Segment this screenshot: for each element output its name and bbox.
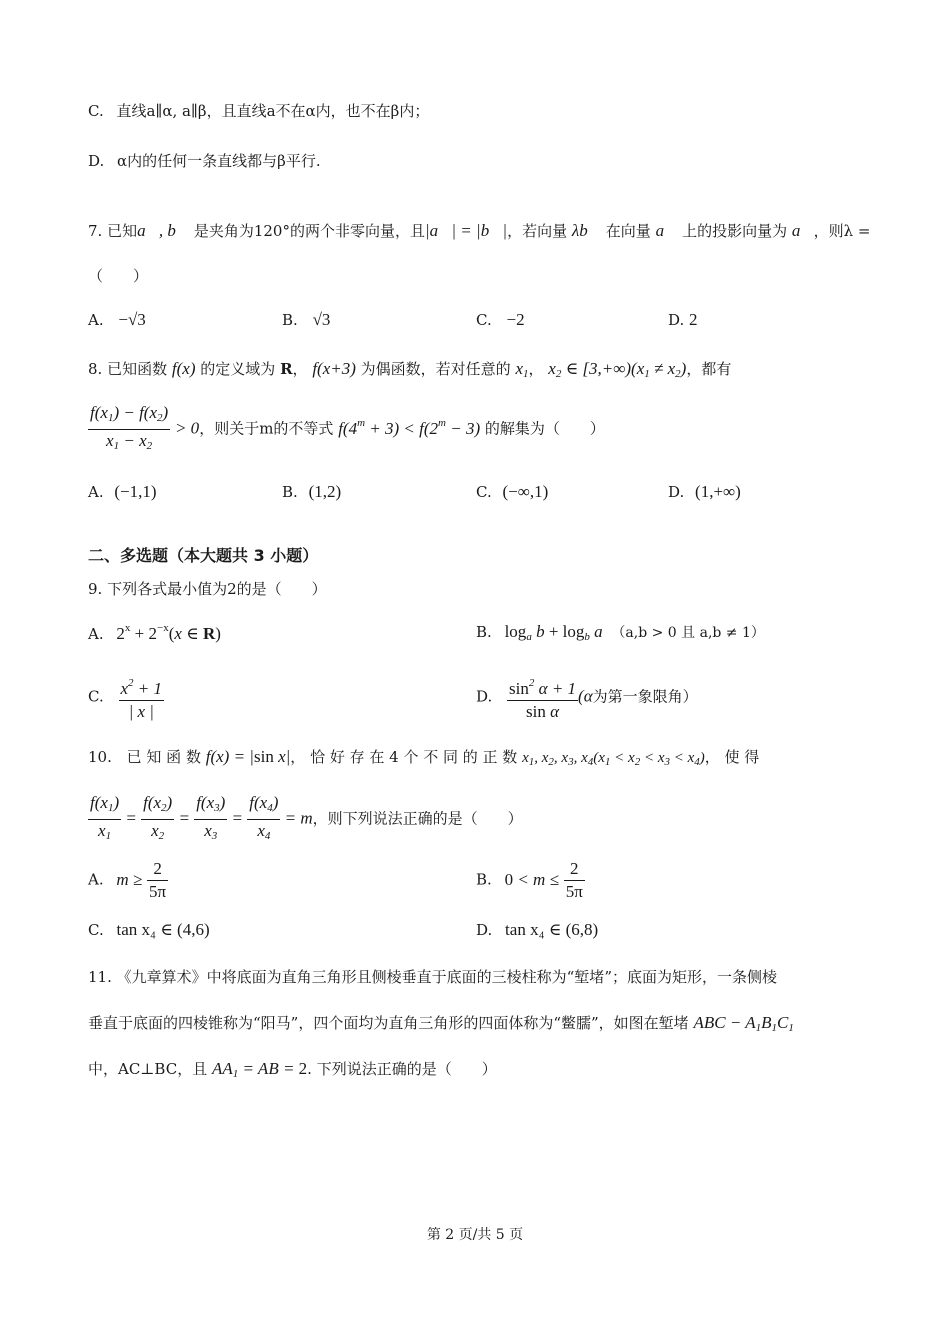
- vector-lambda-b: λb⃗: [571, 221, 601, 240]
- q10-stem: [88, 746, 759, 768]
- q7-option-d: [668, 310, 698, 330]
- option-value: −√3: [118, 310, 146, 329]
- option-label: D.: [476, 687, 493, 706]
- option-label: D.: [476, 921, 493, 939]
- difference-quotient: $\frac{f(x_1) - f(x_2)}{x_1 - x_2}$: [90, 403, 169, 452]
- vectors-ab: a⃗, b⃗: [137, 221, 190, 240]
- option-value: (1,+∞): [695, 482, 741, 501]
- stem-text: 在向量: [605, 222, 651, 240]
- option-label: A.: [88, 625, 104, 643]
- option-label: C.: [88, 102, 104, 120]
- var-x1: $x_1$: [515, 359, 529, 380]
- question-number: 10.: [88, 748, 112, 766]
- edge-equality: $AA_1$ = AB = 2: [211, 1059, 308, 1080]
- q10-condition: $\frac{f(x_1)}{x_1}$ = $\frac{f(x_2)}{x_2}$ = $\frac{f(x_3)}{x_3}$ = $\frac{f(x_4)}{x_4}$ = m，则下列说法正确的是（ ）: [90, 793, 523, 842]
- func-shift: f(x+3): [312, 359, 356, 378]
- stem-text: ，则关于m的不等式: [199, 419, 334, 438]
- q8-condition: $\frac{f(x_1) - f(x_2)}{x_1 - x_2}$ > 0，则关于m的不等式 $f(4^m + 3) < f(2^m - 3)$ 的解集为（ ）: [88, 402, 605, 457]
- option-label: C.: [476, 311, 492, 329]
- option-label: D.: [668, 483, 685, 501]
- stem-text: ， 使 得: [704, 748, 760, 766]
- vector-a: a⃗: [655, 221, 678, 240]
- stem-text: 的定义域为: [200, 360, 276, 378]
- option-label: C.: [476, 483, 492, 501]
- q6-option-d: [88, 150, 321, 171]
- stem-text: ，则λ =: [813, 222, 871, 240]
- stem-text: 为偶函数，若对任意的: [360, 360, 511, 378]
- q8-option-d: [668, 482, 741, 502]
- q10-option-a: A. m ≥ $\frac{2}{5\pi}$: [88, 859, 167, 901]
- stem-text: ，都有: [686, 360, 732, 378]
- option-value: −2: [506, 310, 525, 329]
- stem-text: 垂直于底面的四棱锥称为“阳马”，四个面均为直角三角形的四面体称为“鳖臑”，如图在堑堵: [88, 1014, 689, 1032]
- option-label: D.: [88, 152, 105, 170]
- q7-option-b: [282, 310, 330, 330]
- option-label: D.: [668, 311, 685, 329]
- question-number: 11.: [88, 968, 112, 986]
- option-label: A.: [88, 870, 104, 889]
- q8-option-c: [476, 482, 548, 502]
- q9-option-c: C. $\frac{x^2 + 1}{| x |}$: [88, 672, 164, 723]
- stem-text: 是夹角为120°的两个非零向量，且: [193, 222, 425, 240]
- option-label: B.: [282, 483, 298, 501]
- option-condition: 为第一象限角）: [592, 687, 698, 706]
- q7-option-a: [88, 310, 146, 330]
- q11-line-2: [88, 1012, 794, 1034]
- q9-stem: [88, 578, 327, 599]
- func-def: f(x) = |sin x|: [205, 747, 291, 766]
- q7-option-c: [476, 310, 525, 330]
- option-label: B.: [282, 311, 298, 329]
- interval-x2: $x_2$ ∈ $[3,+\infty)(x_1 \ne x_2)$: [548, 359, 687, 380]
- option-label: C.: [88, 921, 104, 939]
- question-number: 9.: [88, 580, 103, 598]
- option-value: (−1,1): [114, 482, 157, 501]
- stem-text: ，则下列说法正确的是（ ）: [312, 809, 523, 828]
- q7-stem: [88, 220, 870, 241]
- question-number: 8.: [88, 360, 103, 378]
- q11-line-3: [88, 1058, 497, 1080]
- option-label: C.: [88, 687, 104, 706]
- page-number: 第 2 页/共 5 页: [426, 1227, 524, 1243]
- stem-text: 中，AC⊥BC，且: [88, 1060, 208, 1078]
- option-text: α内的任何一条直线都与β平行.: [117, 152, 321, 170]
- option-value: (1,2): [308, 482, 342, 501]
- option-value: (−∞,1): [502, 482, 549, 501]
- q9-option-d: D. $\frac{\sin^2 \alpha + 1}{\text{sin α}}$ (α为第一象限角）: [476, 672, 698, 723]
- question-number: 7.: [88, 222, 103, 240]
- stem-text: 已知函数: [107, 360, 168, 378]
- option-value: tan x₄ ∈ (4,6): [116, 920, 210, 939]
- option-label: A.: [88, 483, 104, 501]
- q8-option-a: [88, 482, 157, 502]
- q10-option-d: [476, 920, 598, 940]
- prism-name: ABC − $A_1B_1C_1$: [693, 1013, 794, 1034]
- option-value: √3: [312, 310, 331, 329]
- q8-stem: 8. 已知函数 f(x) 的定义域为 R， f(x+3) 为偶函数，若对任意的 $x_1$， $x_2$ ∈ $[3,+\infty)(x_1 \ne x_2)$，都有: [88, 359, 732, 380]
- section-title: 二、多选题（本大题共 3 小题）: [88, 546, 319, 565]
- q11-line-1: [88, 966, 777, 987]
- q10-option-b: B. 0 < m ≤ $\frac{2}{5\pi}$: [476, 859, 583, 901]
- stem-text: 的解集为（ ）: [484, 419, 605, 438]
- set-r: R: [280, 360, 293, 378]
- stem-text: 下列各式最小值为2的是（ ）: [107, 580, 327, 598]
- q8-option-b: [282, 482, 341, 502]
- positive-numbers: $x_1$, $x_2$, $x_3$, $x_4(x_1 < x_2 < x_3 < x_4)$: [522, 750, 705, 768]
- option-text: 直线a∥α, a∥β，且直线a不在α内，也不在β内；: [116, 102, 430, 120]
- stem-text: ， 恰 好 存 在 4 个 不 同 的 正 数: [290, 748, 518, 766]
- magnitude-eq: |a⃗| = |b⃗|: [424, 221, 508, 240]
- stem-text: 已 知 函 数: [126, 748, 201, 766]
- option-value: 2: [689, 310, 698, 329]
- stem-text: . 下列说法正确的是（ ）: [307, 1060, 497, 1078]
- answer-blank: （ ）: [88, 267, 149, 285]
- stem-text: 《九章算术》中将底面为直角三角形且侧棱垂直于底面的三棱柱称为“堑堵”；底面为矩形，一条侧棱: [116, 968, 777, 986]
- stem-text: ，若向量: [507, 222, 568, 240]
- option-value: tan x₄ ∈ (6,8): [505, 920, 599, 939]
- option-condition: （a,b > 0 且 a,b ≠ 1）: [611, 625, 765, 641]
- stem-text: 已知: [107, 222, 138, 240]
- option-label: B.: [476, 870, 492, 889]
- vector-a: a⃗: [791, 221, 814, 240]
- q10-option-c: [88, 920, 210, 940]
- option-label: B.: [476, 623, 492, 641]
- q9-option-a: A. $2^x + 2^{-x}(x$ ∈ R): [88, 622, 221, 643]
- func-f: f(x): [171, 359, 196, 378]
- stem-text: 上的投影向量为: [682, 222, 788, 240]
- inequality: $f(4^m + 3) < f(2^m - 3)$: [338, 416, 481, 438]
- option-label: A.: [88, 311, 104, 329]
- q6-option-c: [88, 100, 429, 121]
- q9-option-b: B. $\log_a b + \log_b a$ （a,b > 0 且 a,b ≠ 1）: [476, 622, 765, 643]
